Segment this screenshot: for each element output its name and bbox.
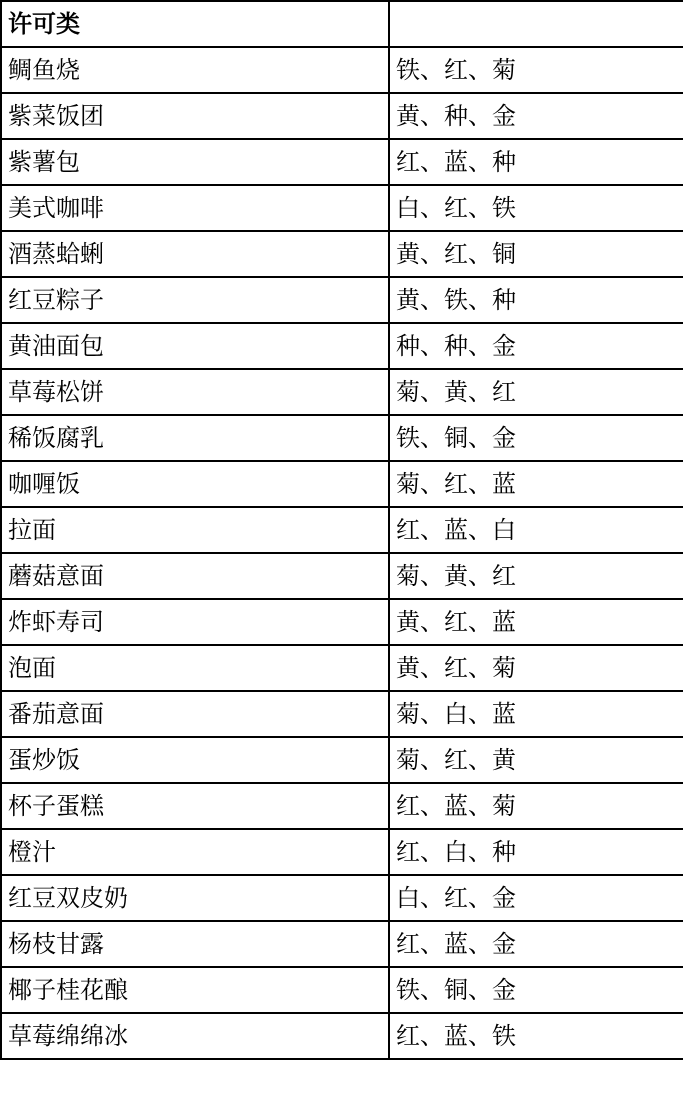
item-codes-cell: 黄、铁、种 [389, 277, 683, 323]
item-name-cell: 椰子桂花酿 [1, 967, 389, 1013]
item-codes-cell: 铁、铜、金 [389, 967, 683, 1013]
header-cell-category: 许可类 [1, 1, 389, 47]
item-codes-cell: 铁、红、菊 [389, 47, 683, 93]
item-codes-cell: 菊、白、蓝 [389, 691, 683, 737]
item-name-cell: 咖喱饭 [1, 461, 389, 507]
table-row [1, 599, 683, 645]
item-codes-cell: 红、蓝、铁 [389, 1013, 683, 1059]
table-row [1, 369, 683, 415]
table-row [1, 277, 683, 323]
table-row [1, 691, 683, 737]
item-name-cell: 草莓绵绵冰 [1, 1013, 389, 1059]
table-row [1, 93, 683, 139]
table-row [1, 1013, 683, 1059]
table-row [1, 139, 683, 185]
item-name-cell: 黄油面包 [1, 323, 389, 369]
item-codes-cell: 红、蓝、金 [389, 921, 683, 967]
item-name-cell: 红豆双皮奶 [1, 875, 389, 921]
item-name-cell: 杨枝甘露 [1, 921, 389, 967]
table-row [1, 553, 683, 599]
item-name-cell: 美式咖啡 [1, 185, 389, 231]
item-codes-cell: 菊、黄、红 [389, 553, 683, 599]
item-name-cell: 蘑菇意面 [1, 553, 389, 599]
item-name-cell: 炸虾寿司 [1, 599, 389, 645]
item-codes-cell: 黄、种、金 [389, 93, 683, 139]
table-row [1, 921, 683, 967]
table-row [1, 829, 683, 875]
item-codes-cell: 种、种、金 [389, 323, 683, 369]
item-codes-cell: 白、红、铁 [389, 185, 683, 231]
table-body [1, 1, 683, 1059]
table-row [1, 415, 683, 461]
table-row [1, 507, 683, 553]
item-codes-cell: 菊、黄、红 [389, 369, 683, 415]
item-name-cell: 紫薯包 [1, 139, 389, 185]
item-codes-cell: 铁、铜、金 [389, 415, 683, 461]
table-row [1, 461, 683, 507]
item-codes-cell: 菊、红、黄 [389, 737, 683, 783]
table-header-row [1, 1, 683, 47]
item-name-cell: 杯子蛋糕 [1, 783, 389, 829]
item-codes-cell: 黄、红、铜 [389, 231, 683, 277]
table-row [1, 323, 683, 369]
item-name-cell: 番茄意面 [1, 691, 389, 737]
item-name-cell: 红豆粽子 [1, 277, 389, 323]
item-name-cell: 拉面 [1, 507, 389, 553]
table-row [1, 875, 683, 921]
item-name-cell: 草莓松饼 [1, 369, 389, 415]
table-row [1, 47, 683, 93]
item-codes-cell: 白、红、金 [389, 875, 683, 921]
item-codes-cell: 红、白、种 [389, 829, 683, 875]
item-name-cell: 稀饭腐乳 [1, 415, 389, 461]
item-name-cell: 紫菜饭团 [1, 93, 389, 139]
item-codes-cell: 红、蓝、白 [389, 507, 683, 553]
item-name-cell: 橙汁 [1, 829, 389, 875]
item-codes-cell: 红、蓝、菊 [389, 783, 683, 829]
item-codes-cell: 黄、红、菊 [389, 645, 683, 691]
table-row [1, 231, 683, 277]
table-row [1, 967, 683, 1013]
table-row [1, 737, 683, 783]
item-name-cell: 鲷鱼烧 [1, 47, 389, 93]
item-codes-cell: 黄、红、蓝 [389, 599, 683, 645]
header-cell-values [389, 1, 683, 47]
table-row [1, 645, 683, 691]
item-name-cell: 酒蒸蛤蜊 [1, 231, 389, 277]
item-codes-cell: 红、蓝、种 [389, 139, 683, 185]
item-codes-cell: 菊、红、蓝 [389, 461, 683, 507]
table-row [1, 185, 683, 231]
item-name-cell: 蛋炒饭 [1, 737, 389, 783]
table-row [1, 783, 683, 829]
item-name-cell: 泡面 [1, 645, 389, 691]
